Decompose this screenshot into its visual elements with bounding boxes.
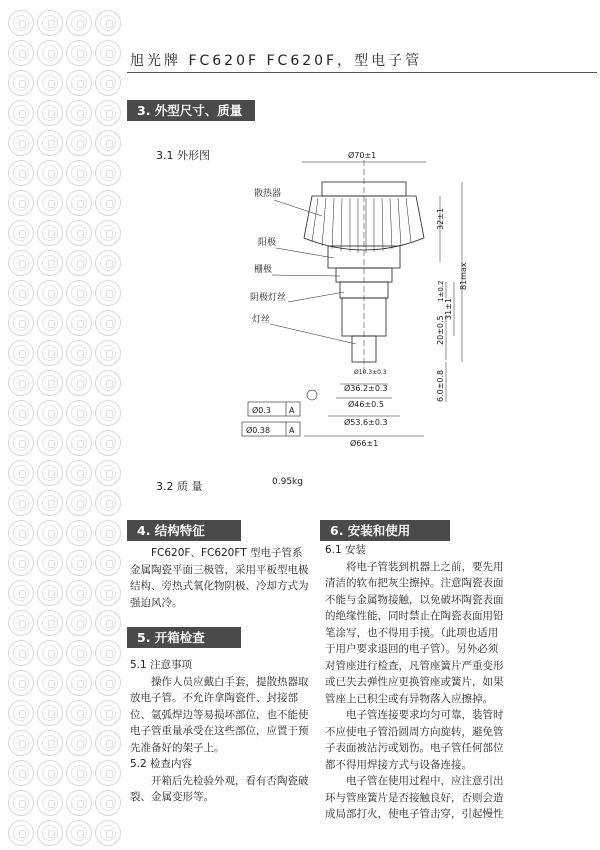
- watermark-seal: [66, 700, 92, 726]
- watermark-seal: [37, 370, 63, 396]
- watermark-seal: [95, 340, 121, 366]
- watermark-seal: [37, 100, 63, 126]
- watermark-seal: [95, 520, 121, 546]
- watermark-seal: [66, 730, 92, 756]
- section-5-header: 5. 开箱检查: [127, 627, 241, 648]
- dim-h20: 20±0.5: [436, 315, 445, 345]
- watermark-seal: [8, 520, 34, 546]
- watermark-seal: [37, 250, 63, 276]
- watermark-seal: [8, 250, 34, 276]
- watermark-seal: [95, 820, 121, 846]
- watermark-seal: [66, 220, 92, 246]
- watermark-seal: [37, 790, 63, 816]
- watermark-seal: [66, 430, 92, 456]
- label-filament: 灯丝: [252, 315, 271, 325]
- watermark-seal: [66, 760, 92, 786]
- watermark-seal: [66, 520, 92, 546]
- watermark-seal: [66, 460, 92, 486]
- watermark-seal: [8, 700, 34, 726]
- watermark-seal: [8, 490, 34, 516]
- subsection-3-2-label: 3.2 质 量: [156, 480, 203, 493]
- watermark-seal: [37, 580, 63, 606]
- watermark-seal: [37, 820, 63, 846]
- watermark-seal: [37, 700, 63, 726]
- watermark-seal: [66, 790, 92, 816]
- watermark-seal: [66, 160, 92, 186]
- dim-d70: Ø70±1: [348, 151, 377, 160]
- watermark-seal: [95, 310, 121, 336]
- datum-symbol: [307, 390, 317, 400]
- tolerance-1-value: Ø0.3: [252, 406, 272, 415]
- watermark-seal: [37, 460, 63, 486]
- watermark-seal: [66, 670, 92, 696]
- tolerance-2-value: Ø0.38: [246, 426, 271, 435]
- watermark-seal: [8, 580, 34, 606]
- subsection-5-1-label: 5.1 注意事项: [130, 659, 193, 671]
- watermark-seal: [66, 550, 92, 576]
- watermark-seal: [66, 40, 92, 66]
- dim-d103: Ø10.3±0.3: [354, 369, 387, 376]
- watermark-seal: [37, 430, 63, 456]
- watermark-seal: [8, 460, 34, 486]
- section-5-body: [130, 657, 310, 806]
- watermark-seal: [95, 580, 121, 606]
- watermark-seal: [95, 700, 121, 726]
- tolerance-2-datum: A: [289, 426, 295, 435]
- watermark-seal: [8, 790, 34, 816]
- watermark-seal: [66, 340, 92, 366]
- watermark-seal: [8, 160, 34, 186]
- radiator-fins: [312, 198, 411, 253]
- dim-d46: Ø46±0.5: [348, 400, 384, 409]
- watermark-seal: [66, 100, 92, 126]
- section-6-body: [325, 542, 505, 823]
- section-6-paragraph-2: 电子管连接要求均匀可靠，装管时不应使电子管沿圆周方向旋转，避免管子表面被沾污或划伤。电子管任何部位都不得用焊接方式与设备连接。: [325, 709, 504, 771]
- watermark-seal: [95, 550, 121, 576]
- dim-h32: 32±1: [436, 208, 445, 230]
- watermark-seal: [8, 190, 34, 216]
- watermark-seal: [37, 40, 63, 66]
- watermark-seal: [66, 130, 92, 156]
- watermark-seal: [8, 40, 34, 66]
- watermark-seal: [66, 640, 92, 666]
- dim-h1: 1±0.2: [437, 280, 445, 302]
- watermark-seal: [8, 610, 34, 636]
- watermark-seal: [8, 10, 34, 36]
- watermark-seal: [8, 280, 34, 306]
- watermark-seal: [66, 580, 92, 606]
- weight-value: 0.95kg: [272, 477, 303, 487]
- watermark-seal: [37, 70, 63, 96]
- document-title: 旭光牌 FC620F FC620F，型电子管: [130, 53, 423, 69]
- dim-d536: Ø53.6±0.3: [344, 418, 388, 427]
- section-4-header: 4. 结构特征: [127, 520, 241, 541]
- watermark-seal: [8, 820, 34, 846]
- section-6-paragraph-3: 电子管在使用过程中，应注意引出环与管座簧片是否接触良好，否则会造成局部打火，使电子管击穿，引起慢性: [325, 775, 504, 820]
- watermark-seal: [66, 820, 92, 846]
- watermark-seal: [95, 370, 121, 396]
- watermark-seal: [37, 640, 63, 666]
- watermark-seal: [37, 730, 63, 756]
- watermark-seal: [66, 400, 92, 426]
- label-grid: 栅极: [254, 265, 273, 275]
- label-radiator: 散热器: [254, 189, 282, 199]
- section-5-1-paragraph: 操作人员应戴白手套，提散热器取放电子管。不允许拿陶瓷件、封接部位、氩弧焊边等易损坏部位，也不能使电子管重量承受在这些部位，应置于预先准备好的架子上。: [130, 675, 309, 754]
- dim-d66: Ø66±1: [350, 439, 379, 448]
- watermark-seal: [37, 610, 63, 636]
- title-rule: [127, 72, 597, 73]
- watermark-seal: [66, 70, 92, 96]
- watermark-seal: [8, 730, 34, 756]
- watermark-seal: [37, 160, 63, 186]
- watermark-seal: [95, 400, 121, 426]
- section-6-header: 6. 安装和使用: [320, 520, 450, 541]
- subsection-6-1-label: 6.1 安装: [325, 544, 367, 556]
- watermark-seal: [8, 340, 34, 366]
- watermark-seal: [37, 670, 63, 696]
- watermark-seal: [66, 370, 92, 396]
- watermark-seal: [95, 460, 121, 486]
- watermark-seal: [95, 430, 121, 456]
- watermark-seal: [66, 10, 92, 36]
- watermark-seal: [37, 130, 63, 156]
- watermark-seal: [8, 220, 34, 246]
- watermark-seal: [95, 490, 121, 516]
- dim-h6: 6.0±0.8: [436, 369, 445, 402]
- watermark-seal: [37, 550, 63, 576]
- watermark-seal: [37, 760, 63, 786]
- watermark-seal: [95, 70, 121, 96]
- watermark-seal: [37, 400, 63, 426]
- watermark-seal: [37, 310, 63, 336]
- label-anode: 阳极: [258, 238, 277, 248]
- watermark-seal: [8, 670, 34, 696]
- watermark-seal: [95, 250, 121, 276]
- watermark-seal: [95, 790, 121, 816]
- section-4-body: [130, 545, 310, 611]
- watermark-seal: [8, 370, 34, 396]
- subsection-5-2-label: 5.2 检查内容: [130, 758, 193, 770]
- watermark-seal: [95, 10, 121, 36]
- watermark-seal: [8, 400, 34, 426]
- watermark-seal: [95, 760, 121, 786]
- watermark-seal: [37, 340, 63, 366]
- watermark-seal: [8, 130, 34, 156]
- watermark-seal: [66, 280, 92, 306]
- watermark-seal: [37, 220, 63, 246]
- watermark-seal: [95, 640, 121, 666]
- watermark-seal: [66, 310, 92, 336]
- dim-h31: 31±1: [444, 298, 453, 320]
- watermark-seal: [37, 490, 63, 516]
- watermark-seal: [95, 730, 121, 756]
- watermark-seal: [8, 640, 34, 666]
- watermark-seal: [95, 220, 121, 246]
- watermark-seal: [66, 610, 92, 636]
- section-6-paragraph-1: 将电子管装到机器上之前，要先用清洁的软布把灰尘擦掉。注意陶瓷表面不能与金属物接触，以免破坏陶瓷表面的绝缘性能，同时禁止在陶瓷表面用铅笔涂写，也不得用手摸。（此项也适用于用户要求退回的电子管）。另外必须对管座进行检查，凡管座簧片严重变形或已失去弹性应更换管座或簧片，如果管座上已积尘或有异物落入应擦掉。: [325, 560, 504, 705]
- watermark-seal: [8, 550, 34, 576]
- watermark-seal: [8, 100, 34, 126]
- watermark-seal: [95, 670, 121, 696]
- watermark-seal: [37, 280, 63, 306]
- section-5-2-paragraph: 开箱后先检验外观，看有否陶瓷破裂、金属变形等。: [130, 774, 309, 803]
- watermark-seal: [95, 280, 121, 306]
- watermark-seal: [8, 430, 34, 456]
- section-4-paragraph: FC620F、FC620FT 型电子管系金属陶瓷平面三极管，采用平板型电极结构、旁热式氧化物阴极、冷却方式为强迫风冷。: [130, 547, 309, 609]
- watermark-seal: [95, 40, 121, 66]
- watermark-column: [0, 0, 122, 850]
- watermark-seal: [95, 130, 121, 156]
- watermark-seal: [95, 100, 121, 126]
- dim-h81: 81max: [459, 262, 468, 290]
- section-3-header: 3. 外型尺寸、质量: [127, 100, 255, 121]
- watermark-seal: [66, 490, 92, 516]
- dim-d362: Ø36.2±0.3: [344, 384, 388, 393]
- subsection-3-1-label: 3.1 外形图: [156, 149, 210, 162]
- tolerance-1-datum: A: [289, 406, 295, 415]
- watermark-seal: [37, 190, 63, 216]
- tube-outline-diagram: [240, 140, 540, 470]
- watermark-seal: [8, 310, 34, 336]
- watermark-seal: [95, 610, 121, 636]
- watermark-seal: [95, 160, 121, 186]
- watermark-seal: [37, 10, 63, 36]
- watermark-seal: [66, 250, 92, 276]
- watermark-seal: [66, 190, 92, 216]
- watermark-seal: [37, 520, 63, 546]
- watermark-seal: [95, 190, 121, 216]
- label-cathode-filament: 阴极灯丝: [250, 293, 287, 303]
- watermark-seal: [8, 760, 34, 786]
- watermark-seal: [8, 70, 34, 96]
